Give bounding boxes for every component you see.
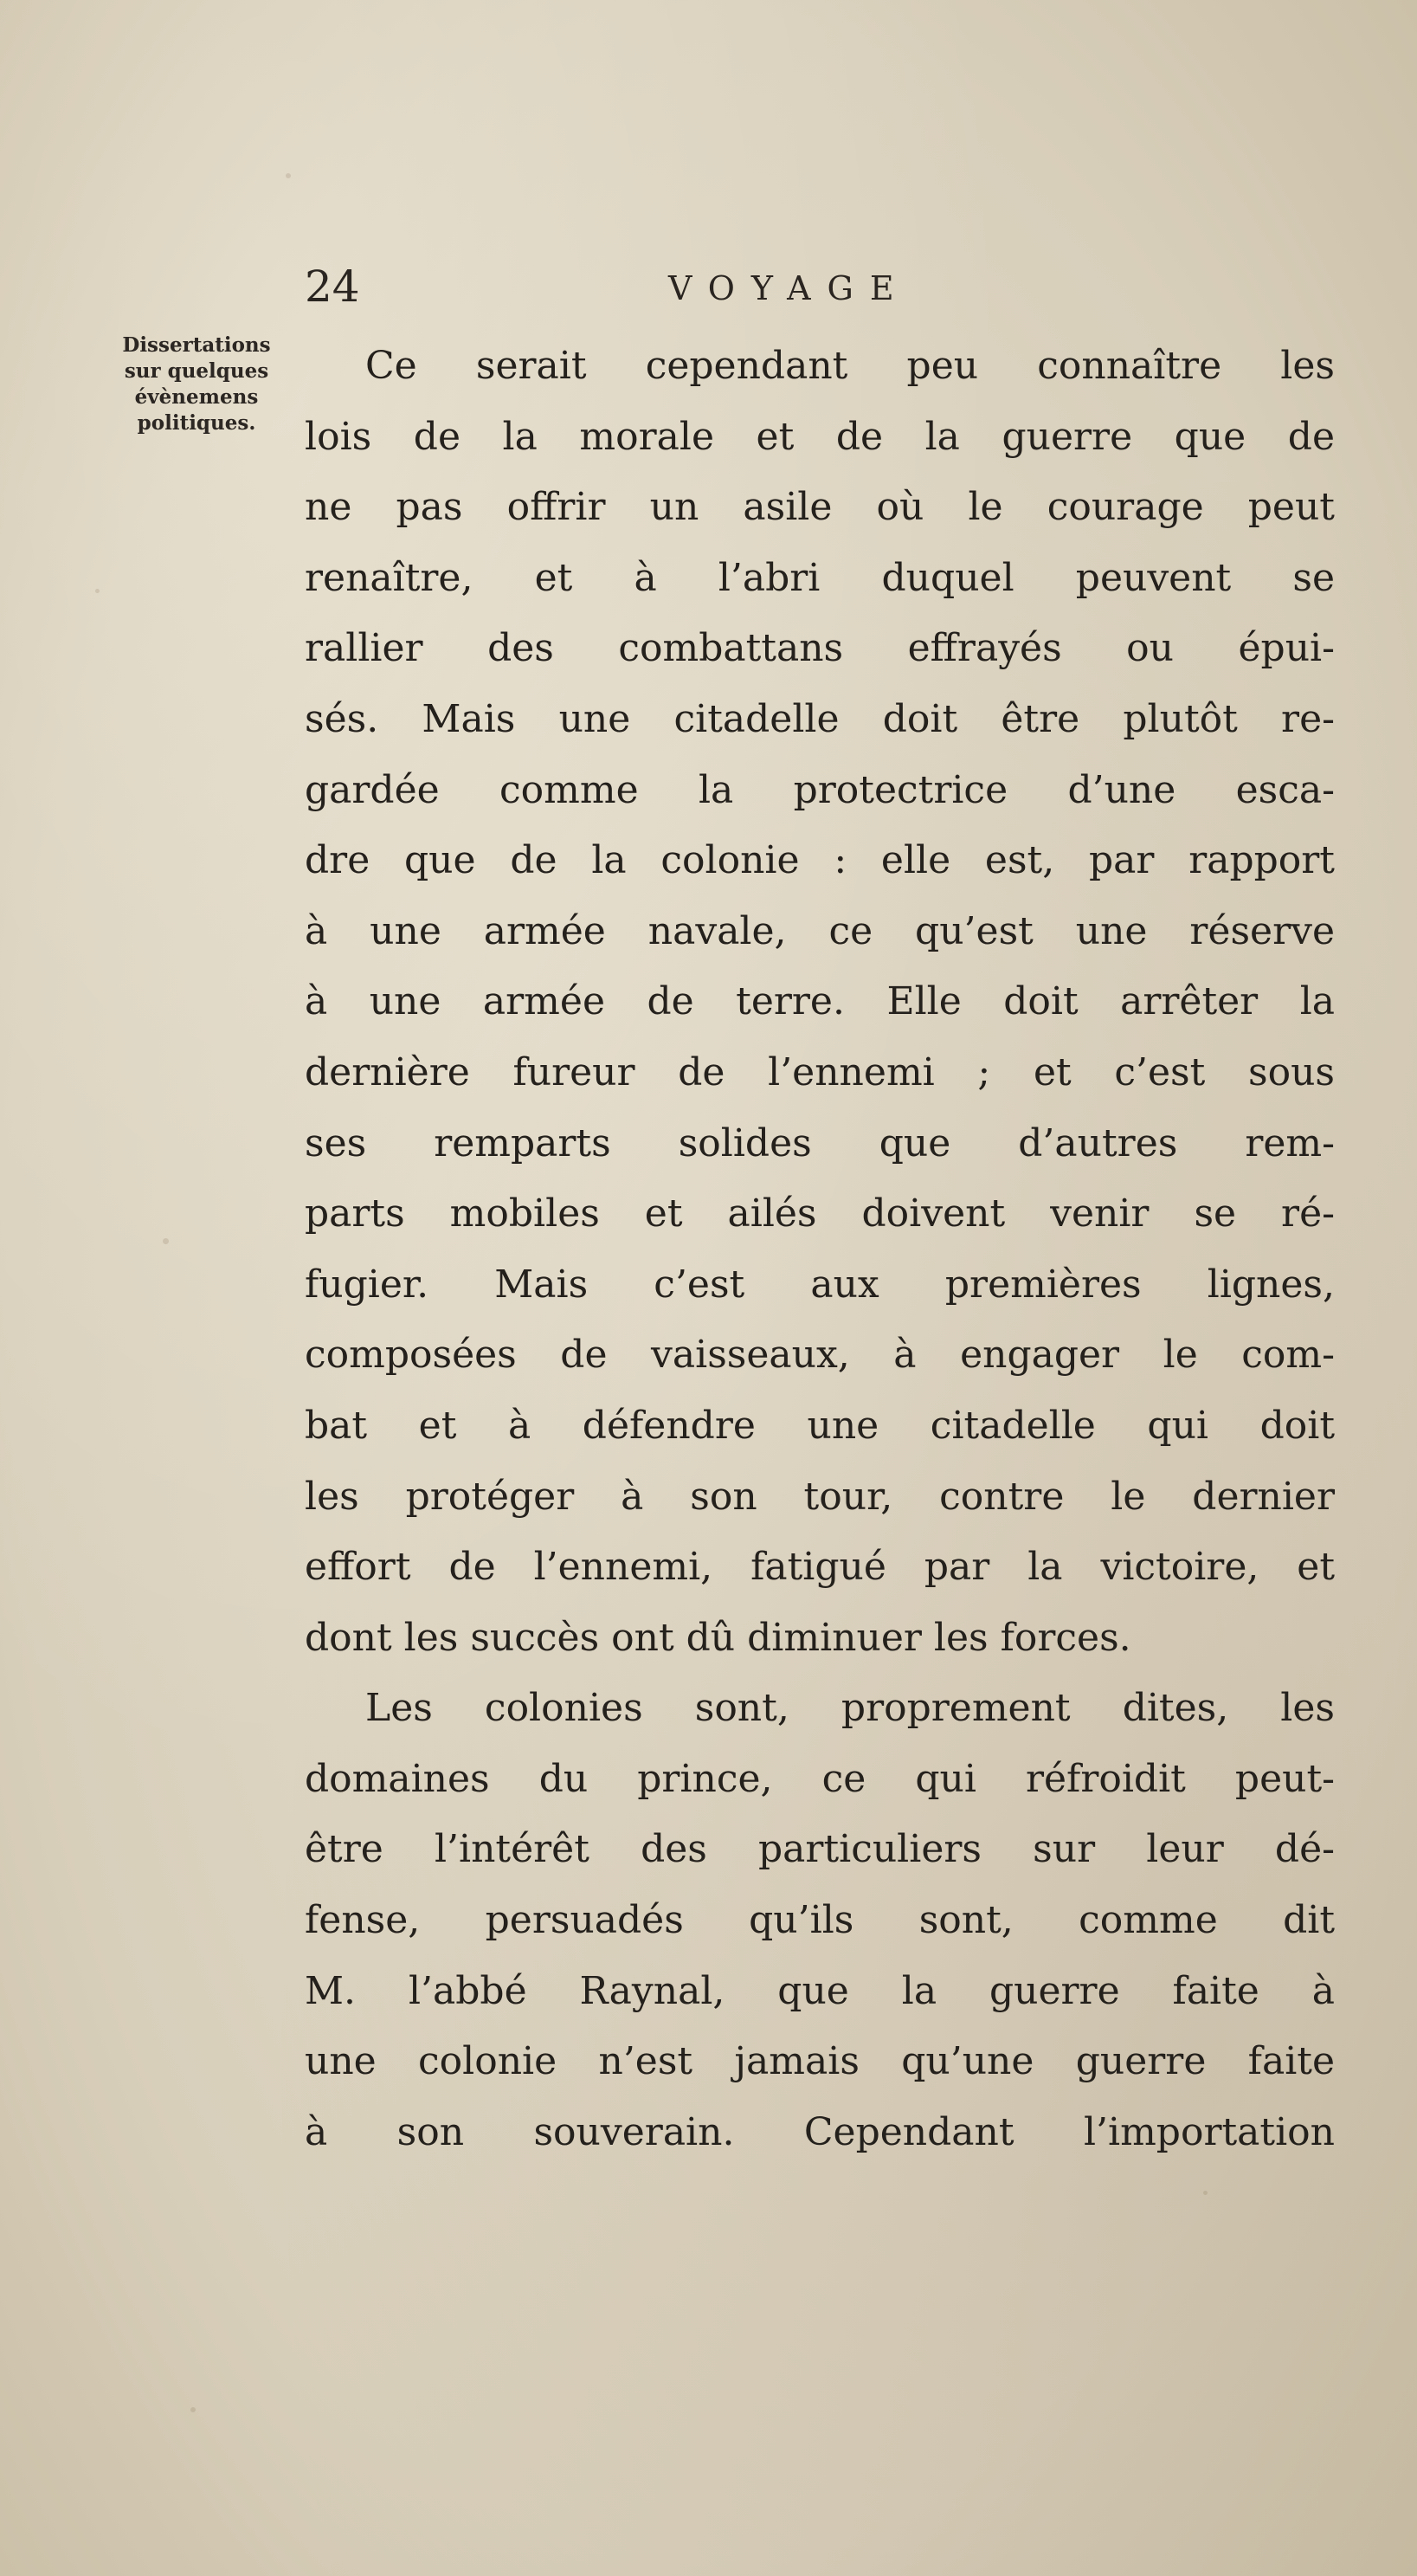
margin-note-line: Dissertations [122,333,271,357]
text-line: à une armée de terre. Elle doit arrêter la [305,979,1335,1024]
margin-note-line: évènemens [134,385,259,409]
body-text [305,331,1335,2167]
running-title: VOYAGE [668,269,911,307]
text-line: lois de la morale et de la guerre que de [305,414,1335,459]
text-line: à une armée navale, ce qu’est une réserve [305,908,1335,953]
margin-note [97,332,296,436]
margin-note-line: sur quelques [124,359,269,383]
paper-stain [190,2407,196,2412]
paper-stain [95,589,100,593]
text-line: sés. Mais une citadelle doit être plutôt re- [305,696,1335,741]
page-header [305,260,1335,329]
text-line: à son souverain. Cependant l’importation [305,2109,1335,2154]
text-line: être l’intérêt des particuliers sur leur dé- [305,1827,1335,1872]
text-line: dernière fureur de l’ennemi ; et c’est sous [305,1049,1335,1094]
text-line: fugier. Mais c’est aux premières lignes, [305,1262,1335,1307]
text-line: M. l’abbé Raynal, que la guerre faite à [305,1968,1335,2013]
paper-stain [1203,2191,1208,2195]
paper-stain [286,173,291,178]
page-number: 24 [305,261,360,312]
paper-stain [163,1238,169,1244]
text-line: dre que de la colonie : elle est, par rapport [305,838,1335,883]
text-line: bat et à défendre une citadelle qui doit [305,1403,1335,1448]
margin-note-line: politiques. [137,411,256,435]
text-line: Ce serait cependant peu connaître les [365,344,1335,388]
text-line: rallier des combattans effrayés ou épui- [305,626,1335,671]
text-line: fense, persuadés qu’ils sont, comme dit [305,1898,1335,1943]
text-line: renaître, et à l’abri duquel peuvent se [305,555,1335,600]
text-line: domaines du prince, ce qui réfroidit peut- [305,1756,1335,1801]
text-line: les protéger à son tour, contre le dernier [305,1474,1335,1519]
text-line: effort de l’ennemi, fatigué par la victoire, et [305,1545,1335,1590]
text-line: ne pas offrir un asile où le courage peut [305,485,1335,530]
text-line: composées de vaisseaux, à engager le com- [305,1333,1335,1378]
text-line: gardée comme la protectrice d’une esca- [305,767,1335,812]
text-line: Les colonies sont, proprement dites, les [365,1686,1335,1731]
text-line: dont les succès ont dû diminuer les forces. [305,1615,1131,1660]
text-line: ses remparts solides que d’autres rem- [305,1120,1335,1165]
text-line: une colonie n’est jamais qu’une guerre faite [305,2039,1335,2084]
text-line: parts mobiles et ailés doivent venir se ré- [305,1191,1335,1236]
